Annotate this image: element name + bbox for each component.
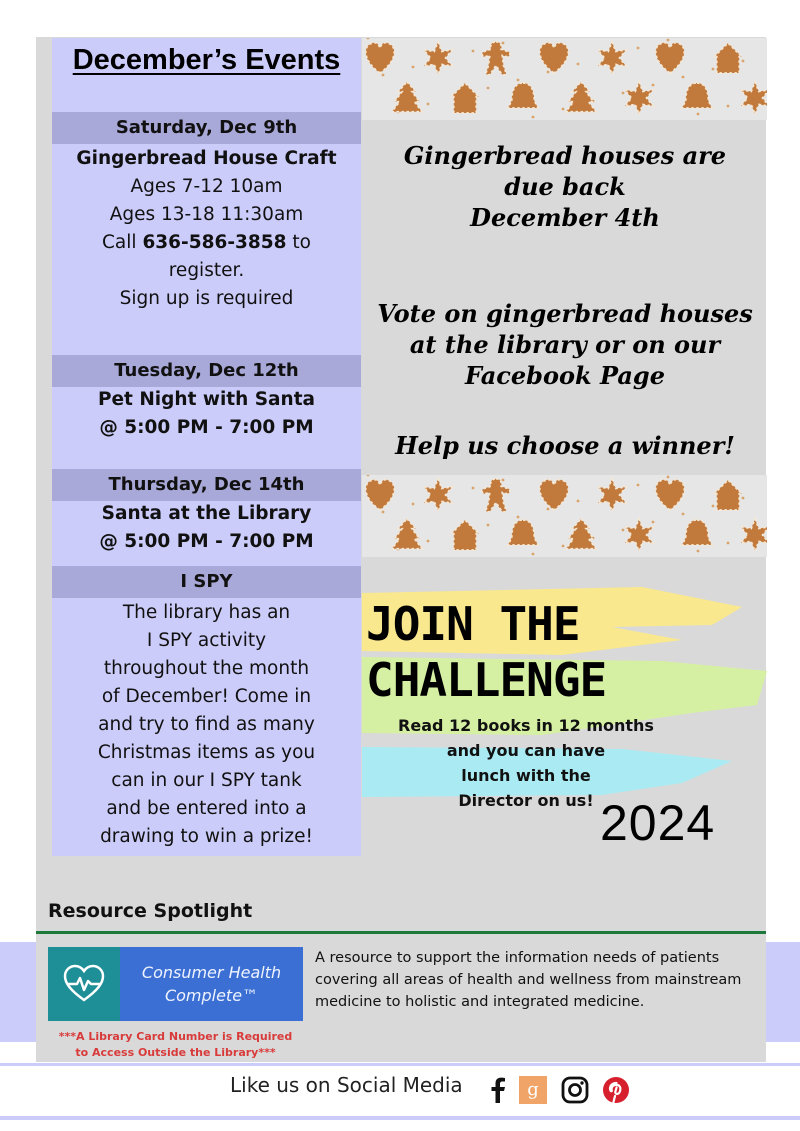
- thursday-event-time: @ 5:00 PM - 7:00 PM: [99, 531, 314, 552]
- thursday-day-bar: Thursday, Dec 14th: [52, 469, 361, 501]
- bell-cookie-icon: [508, 83, 538, 108]
- thursday-event-name: Santa at the Library: [101, 503, 312, 524]
- tree-cookie-icon: [392, 82, 422, 112]
- ispy-line: The library has an: [122, 602, 291, 623]
- goodreads-icon[interactable]: g: [519, 1076, 547, 1104]
- resource-description: A resource to support the information needs of patients covering all areas of health and wellness from mainstream medicine to holistic and integrated medicine.: [315, 950, 742, 1010]
- ispy-line: throughout the month: [103, 658, 310, 679]
- library-card-requirement: ***A Library Card Number is Required to Access Outside the Library***: [58, 1030, 293, 1059]
- ispy-line: and be entered into a: [106, 798, 307, 819]
- gingerbread-border-top: [362, 38, 767, 120]
- tuesday-event: [52, 386, 361, 442]
- saturday-call-line: Call 636-586-3858 to: [102, 232, 311, 253]
- challenge-year: 2024: [600, 795, 716, 851]
- side-band-right: [766, 942, 800, 1042]
- heart-cookie-icon: [656, 43, 685, 73]
- challenge-body: Read 12 books in 12 months and you can have lunch with the Director on us!: [398, 716, 654, 810]
- saturday-register: register.: [168, 260, 245, 281]
- footer-line-bottom: [0, 1116, 800, 1120]
- phone-number: 636-586-3858: [142, 232, 287, 253]
- star-cookie-icon: [741, 82, 767, 115]
- saturday-signup: Sign up is required: [119, 288, 294, 309]
- gingerbread-help-text: Help us choose a winner!: [395, 431, 735, 460]
- social-media-text: Like us on Social Media: [230, 1073, 463, 1097]
- tree-cookie-icon: [566, 82, 596, 112]
- due-line: due back: [504, 172, 626, 201]
- due-line: December 4th: [470, 203, 660, 232]
- due-line: Gingerbread houses are: [403, 141, 727, 170]
- saturday-ages-1: Ages 7-12 10am: [130, 176, 283, 197]
- vote-line: at the library or on our: [409, 330, 721, 359]
- star-cookie-icon: [598, 479, 626, 512]
- events-title: December’s Events: [72, 44, 341, 76]
- ispy-line: drawing to win a prize!: [100, 826, 313, 847]
- star-cookie-icon: [424, 479, 452, 512]
- tree-cookie-icon: [392, 519, 422, 549]
- product-name: Consumer Health Complete™: [120, 947, 303, 1021]
- man-cookie-icon: [482, 42, 510, 75]
- bell-cookie-icon: [682, 520, 712, 545]
- tuesday-day-bar: Tuesday, Dec 12th: [52, 355, 361, 387]
- instagram-icon[interactable]: [561, 1076, 589, 1104]
- pinterest-icon[interactable]: [602, 1076, 630, 1104]
- vote-line: Vote on gingerbread houses: [377, 299, 753, 328]
- saturday-event-name: Gingerbread House Craft: [76, 148, 337, 169]
- saturday-event: [52, 145, 361, 313]
- side-band-left: [0, 942, 36, 1042]
- house-cookie-icon: [451, 83, 479, 113]
- ispy-line: of December! Come in: [101, 686, 312, 707]
- divider: [36, 931, 766, 934]
- bell-cookie-icon: [508, 520, 538, 545]
- thursday-event: [52, 500, 361, 556]
- gingerbread-vote-text: [370, 298, 760, 391]
- ispy-line: I SPY activity: [146, 630, 267, 651]
- footer-line-top: [0, 1063, 800, 1066]
- star-cookie-icon: [625, 82, 653, 115]
- heart-cookie-icon: [540, 43, 569, 73]
- vote-line: Facebook Page: [465, 361, 665, 390]
- heart-monitor-icon: [48, 947, 120, 1021]
- star-cookie-icon: [598, 42, 626, 75]
- star-cookie-icon: [424, 42, 452, 75]
- ispy-day-bar: I SPY: [52, 566, 361, 598]
- tuesday-event-time: @ 5:00 PM - 7:00 PM: [99, 417, 314, 438]
- ispy-description: [52, 599, 361, 851]
- facebook-icon[interactable]: [484, 1076, 512, 1104]
- heart-cookie-icon: [540, 480, 569, 510]
- heart-cookie-icon: [656, 480, 685, 510]
- ispy-line: can in our I SPY tank: [111, 770, 302, 791]
- house-cookie-icon: [714, 480, 742, 510]
- ispy-line: Christmas items as you: [97, 742, 316, 763]
- ispy-line: and try to find as many: [98, 714, 315, 735]
- tree-cookie-icon: [566, 519, 596, 549]
- tuesday-event-name: Pet Night with Santa: [97, 389, 316, 410]
- heart-cookie-icon: [366, 480, 395, 510]
- house-cookie-icon: [714, 43, 742, 73]
- heart-cookie-icon: [366, 43, 395, 73]
- bell-cookie-icon: [682, 83, 712, 108]
- saturday-day-bar: Saturday, Dec 9th: [52, 112, 361, 144]
- resource-spotlight-heading: Resource Spotlight: [48, 900, 253, 922]
- consumer-health-complete-logo[interactable]: [48, 947, 303, 1021]
- star-cookie-icon: [741, 519, 767, 552]
- challenge-headline: JOIN THE CHALLENGE: [366, 597, 607, 707]
- house-cookie-icon: [451, 520, 479, 550]
- saturday-ages-2: Ages 13-18 11:30am: [109, 204, 304, 225]
- gingerbread-border-bottom: [362, 475, 767, 557]
- gingerbread-due-text: [370, 140, 760, 233]
- star-cookie-icon: [625, 519, 653, 552]
- man-cookie-icon: [482, 479, 510, 512]
